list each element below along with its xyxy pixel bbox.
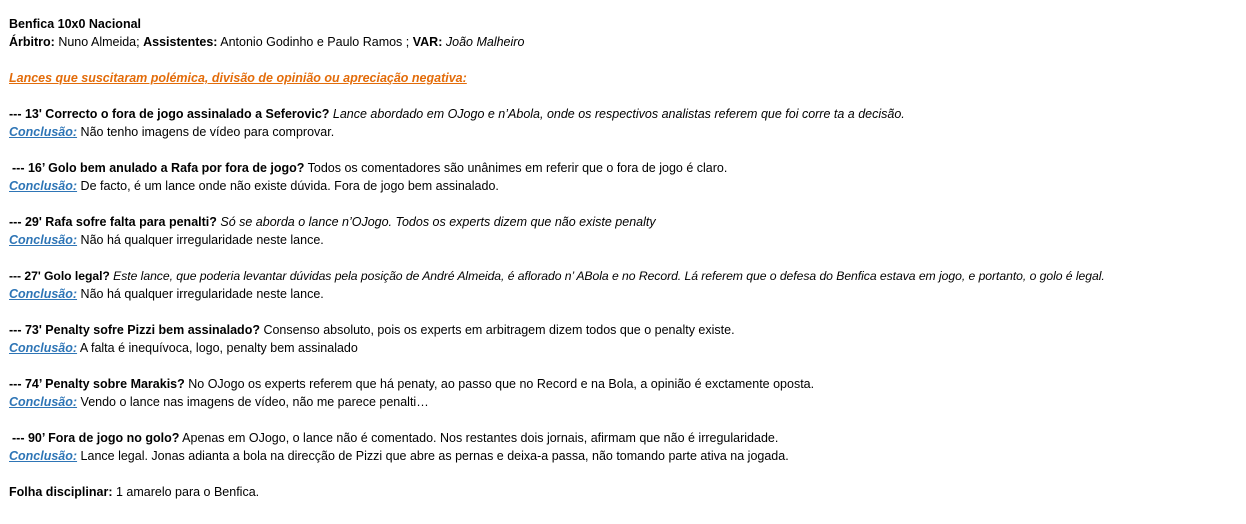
conclusion-label: Conclusão: bbox=[9, 125, 78, 139]
incident-line bbox=[12, 430, 778, 446]
conclusion-label: Conclusão: bbox=[9, 287, 78, 301]
conclusion-line bbox=[9, 124, 334, 140]
incident-line bbox=[9, 106, 905, 122]
conclusion-label: Conclusão: bbox=[9, 341, 78, 355]
incident-comment: Lance abordado em OJogo e n’Abola, onde os respectivos analistas referem que foi corre ta a decisão. bbox=[332, 107, 905, 121]
match-title: Benfica 10x0 Nacional bbox=[9, 17, 142, 31]
referee-name: Nuno Almeida; bbox=[58, 35, 140, 49]
assistants-label: Assistentes: bbox=[143, 35, 218, 49]
conclusion-label: Conclusão: bbox=[9, 449, 78, 463]
incident-line bbox=[9, 268, 1105, 284]
discipline-label: Folha disciplinar: bbox=[9, 485, 113, 499]
incident-question: --- 16’ Golo bem anulado a Rafa por fora de jogo? bbox=[12, 161, 305, 175]
incident-question: --- 73' Penalty sofre Pizzi bem assinalado? bbox=[9, 323, 260, 337]
conclusion-label: Conclusão: bbox=[9, 395, 78, 409]
section-heading: Lances que suscitaram polémica, divisão de opinião ou apreciação negativa: bbox=[9, 71, 467, 85]
var-name: João Malheiro bbox=[445, 35, 525, 49]
discipline-line bbox=[9, 484, 259, 500]
incident-question: --- 27' Golo legal? bbox=[9, 269, 110, 283]
conclusion-line bbox=[9, 232, 324, 248]
incident-question: --- 13' Correcto o fora de jogo assinalado a Seferovic? bbox=[9, 107, 330, 121]
incident-comment: No OJogo os experts referem que há penaty, ao passo que no Record e na Bola, a opinião é exctamente oposta. bbox=[188, 377, 815, 391]
incident-comment: Este lance, que poderia levantar dúvidas pela posição de André Almeida, é aflorado n’ ABola e no Record. Lá referem que o defesa do Benfica estava em jogo, e portanto, o golo é legal. bbox=[113, 269, 1105, 283]
conclusion-text: Não tenho imagens de vídeo para comprovar. bbox=[80, 125, 335, 139]
conclusion-line bbox=[9, 394, 429, 410]
conclusion-text: Vendo o lance nas imagens de vídeo, não me parece penalti… bbox=[80, 395, 429, 409]
incident-comment: Consenso absoluto, pois os experts em arbitragem dizem todos que o penalty existe. bbox=[263, 323, 735, 337]
officials-line bbox=[9, 34, 524, 50]
discipline-text: 1 amarelo para o Benfica. bbox=[115, 485, 260, 499]
var-label: VAR: bbox=[412, 35, 443, 49]
conclusion-text: A falta é inequívoca, logo, penalty bem assinalado bbox=[79, 341, 358, 355]
conclusion-text: Não há qualquer irregularidade neste lance. bbox=[80, 287, 324, 301]
conclusion-line bbox=[9, 178, 499, 194]
assistants-names: Antonio Godinho e Paulo Ramos ; bbox=[220, 35, 410, 49]
incident-comment: Apenas em OJogo, o lance não é comentado. Nos restantes dois jornais, afirmam que não é irregularidade. bbox=[182, 431, 779, 445]
incident-comment: Todos os comentadores são unânimes em referir que o fora de jogo é claro. bbox=[307, 161, 728, 175]
conclusion-text: Não há qualquer irregularidade neste lance. bbox=[80, 233, 324, 247]
conclusion-line bbox=[9, 448, 789, 464]
conclusion-line bbox=[9, 286, 324, 302]
incident-question: --- 29' Rafa sofre falta para penalti? bbox=[9, 215, 217, 229]
referee-label: Árbitro: bbox=[9, 35, 55, 49]
conclusion-text: Lance legal. Jonas adianta a bola na direcção de Pizzi que abre as pernas e deixa-a passa, não tomando parte ativa na jogada. bbox=[80, 449, 789, 463]
conclusion-line bbox=[9, 340, 358, 356]
incident-question: --- 74’ Penalty sobre Marakis? bbox=[9, 377, 185, 391]
incident-line bbox=[12, 160, 727, 176]
conclusion-label: Conclusão: bbox=[9, 233, 78, 247]
incident-question: --- 90’ Fora de jogo no golo? bbox=[12, 431, 180, 445]
incident-line bbox=[9, 376, 814, 392]
conclusion-label: Conclusão: bbox=[9, 179, 78, 193]
incident-line bbox=[9, 322, 735, 338]
incident-line bbox=[9, 214, 656, 230]
conclusion-text: De facto, é um lance onde não existe dúvida. Fora de jogo bem assinalado. bbox=[80, 179, 499, 193]
incident-comment: Só se aborda o lance n’OJogo. Todos os experts dizem que não existe penalty bbox=[220, 215, 656, 229]
